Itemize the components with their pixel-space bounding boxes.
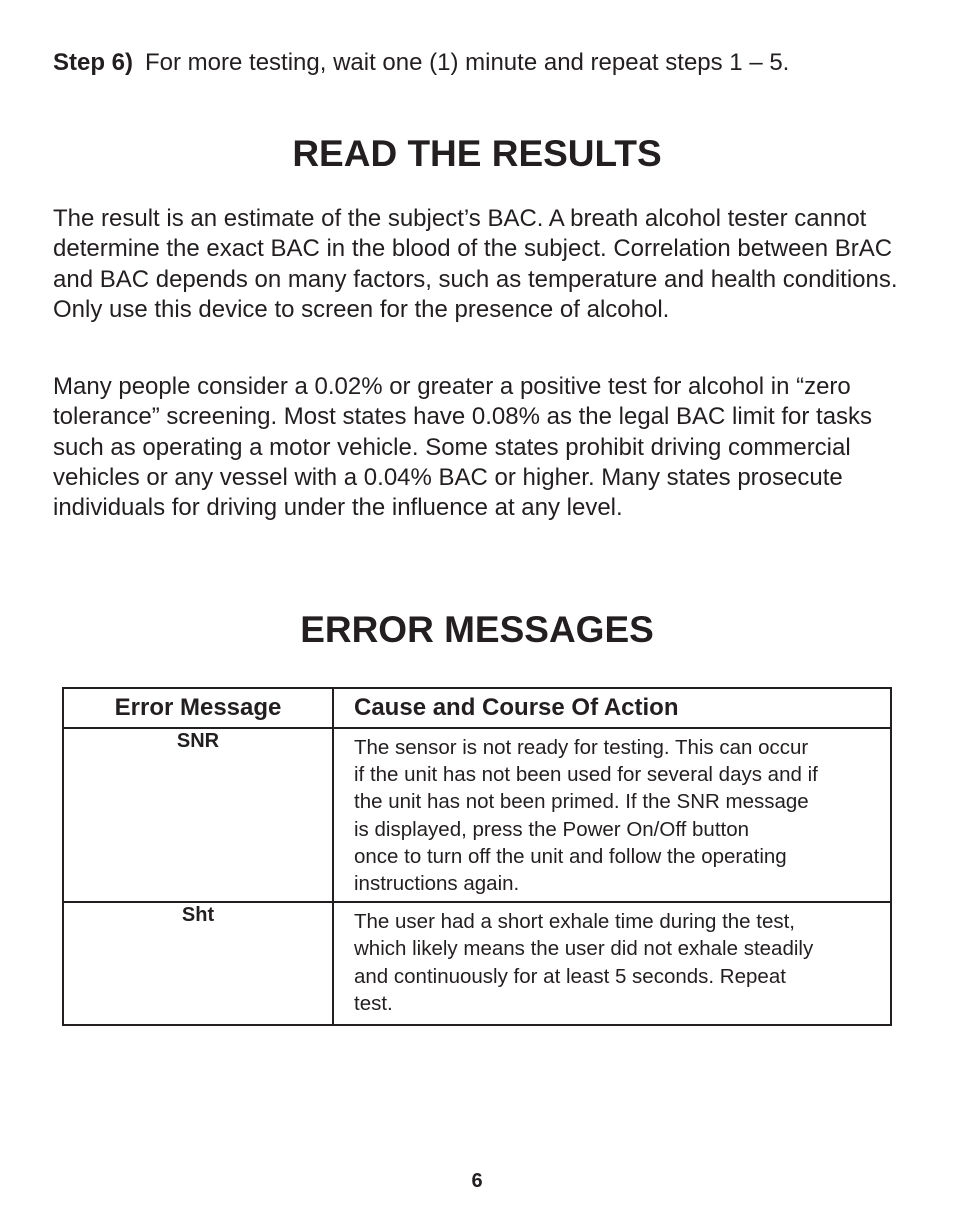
read-results-heading: READ THE RESULTS xyxy=(292,133,662,174)
description-line: is displayed, press the Power On/Off button xyxy=(354,817,750,841)
step-text: For more testing, wait one (1) minute and repeat steps 1 – 5. xyxy=(145,49,790,76)
description-line: which likely means the user did not exhale steadily xyxy=(354,937,814,961)
description-line: The sensor is not ready for testing. This can occur xyxy=(354,736,809,759)
error-code-snr: SNR xyxy=(63,728,333,902)
results-paragraph-1: The result is an estimate of the subject’s BAC. A breath alcohol tester cannot determine the exact BAC in the blood of the subject. Correlation between BrAC and BAC depends on many factors, such as temperature and health conditions. Only use this device to screen for the presence of alcohol. xyxy=(53,205,898,323)
table-row xyxy=(63,902,891,1025)
description-line: the unit has not been primed. If the SNR message xyxy=(354,790,809,814)
step-instruction xyxy=(53,46,789,80)
description-line: once to turn off the unit and follow the operating xyxy=(354,844,787,868)
error-code-sht: Sht xyxy=(63,902,333,1025)
description-line: if the unit has not been used for several days and if xyxy=(354,763,818,787)
table-header-row xyxy=(63,688,891,728)
error-messages-table xyxy=(62,687,892,1026)
description-line: The user had a short exhale time during the test, xyxy=(354,910,796,934)
error-messages-heading: ERROR MESSAGES xyxy=(300,609,654,650)
header-cause-action: Cause and Course Of Action xyxy=(333,688,891,728)
error-description-sht xyxy=(333,902,891,1025)
description-line: test. xyxy=(354,991,393,1015)
table-row xyxy=(63,728,891,902)
description-line: and continuously for at least 5 seconds. Repeat xyxy=(354,964,786,988)
step-label: Step 6) xyxy=(53,49,134,76)
description-line: instructions again. xyxy=(354,872,520,896)
error-description-snr xyxy=(333,728,891,902)
page-number: 6 xyxy=(471,1170,483,1192)
header-error-message: Error Message xyxy=(63,688,333,728)
results-paragraph-2: Many people consider a 0.02% or greater a positive test for alcohol in “zero tolerance” screening. Most states have 0.08% as the legal BAC limit for tasks such as operating a motor vehicle. Some states prohibit driving commercial vehicles or any vessel with a 0.04% BAC or higher. Many states prosecute individuals for driving under the influence at any level. xyxy=(53,373,873,522)
